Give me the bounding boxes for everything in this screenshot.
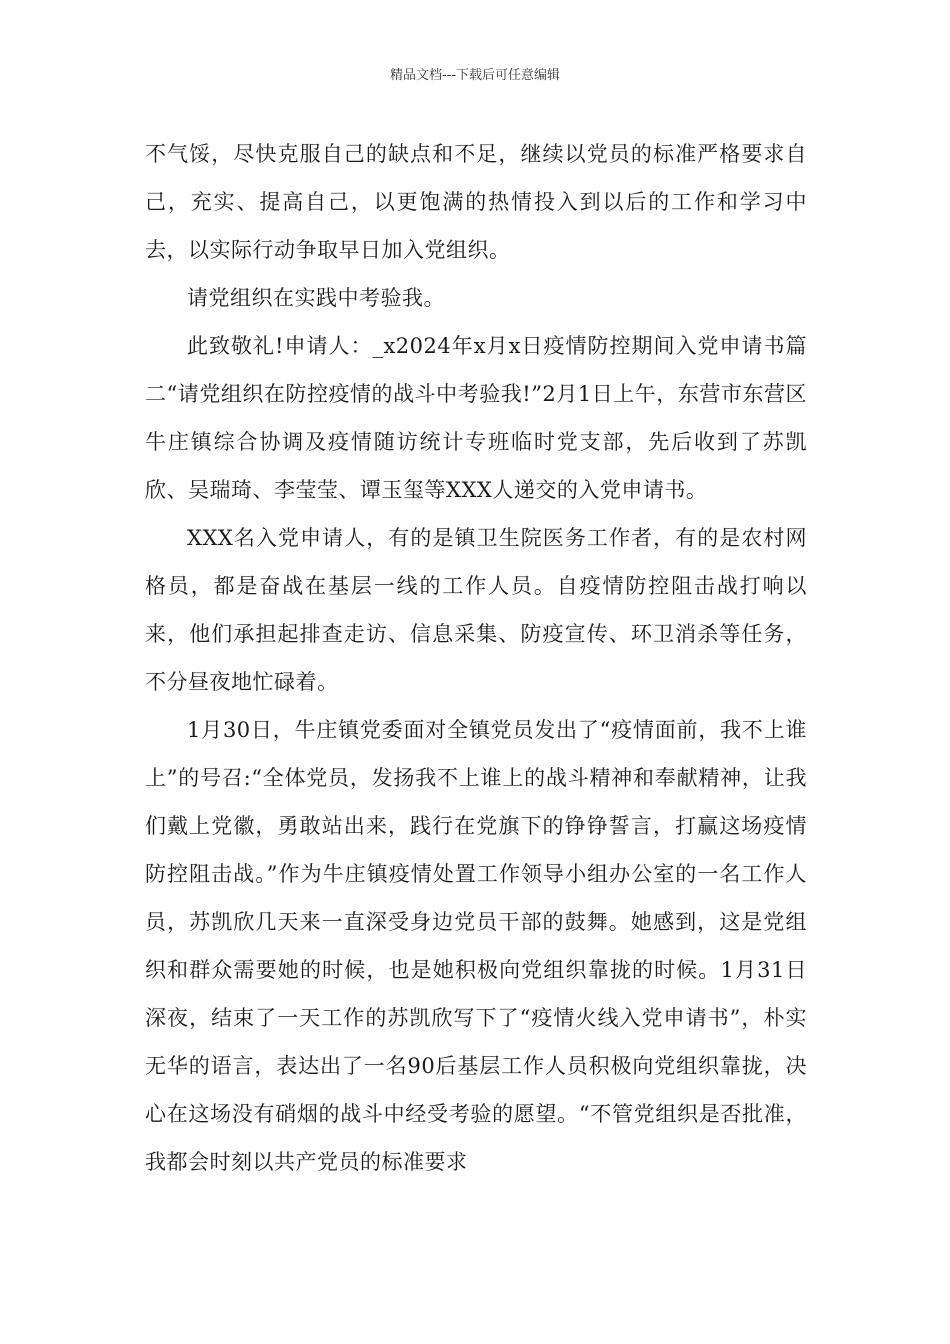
paragraph-5: 1月30日，牛庄镇党委面对全镇党员发出了“疫情面前，我不上谁上”的号召:“全体党员，发扬我不上谁上的战斗精神和奉献精神，让我们戴上党徽，勇敢站出来，践行在党旗下的铮铮誓言，打赢这场疫情防控阻击战。”作为牛庄镇疫情处置工作领导小组办公室的一名工作人员，苏凯欣几天来一直深受身边党员干部的鼓舞。她感到，这是党组织和群众需要她的时候，也是她积极向党组织靠拢的时候。1月31日深夜，结束了一天工作的苏凯欣写下了“疫情火线入党申请书”，朴实无华的语言，表达出了一名90后基层工作人员积极向党组织靠拢，决心在这场没有硝烟的战斗中经受考验的愿望。“不管党组织是否批准，我都会时刻以共产党员的标准要求: [145, 718, 807, 1174]
page-header: 精品文档---下载后可任意编辑: [389, 68, 561, 83]
paragraph-4: XXX名入党申请人，有的是镇卫生院医务工作者，有的是农村网格员，都是奋战在基层一线的工作人员。自疫情防控阻击战打响以来，他们承担起排查走访、信息采集、防疫宣传、环卫消杀等任务，不分昼夜地忙碌着。: [145, 526, 807, 694]
paragraph-2: 请党组织在实践中考验我。: [187, 286, 445, 310]
document-body: [145, 130, 807, 1186]
paragraph-3: 此致敬礼!申请人：_x2024年x月x日疫情防控期间入党申请书篇二“请党组织在防控疫情的战斗中考验我!”2月1日上午，东营市东营区牛庄镇综合协调及疫情随访统计专班临时党支部，先后收到了苏凯欣、吴瑞琦、李莹莹、谭玉玺等XXX人递交的入党申请书。: [145, 334, 807, 502]
paragraph-1: 不气馁，尽快克服自己的缺点和不足，继续以党员的标准严格要求自己，充实、提高自己，以更饱满的热情投入到以后的工作和学习中去，以实际行动争取早日加入党组织。: [145, 142, 807, 262]
